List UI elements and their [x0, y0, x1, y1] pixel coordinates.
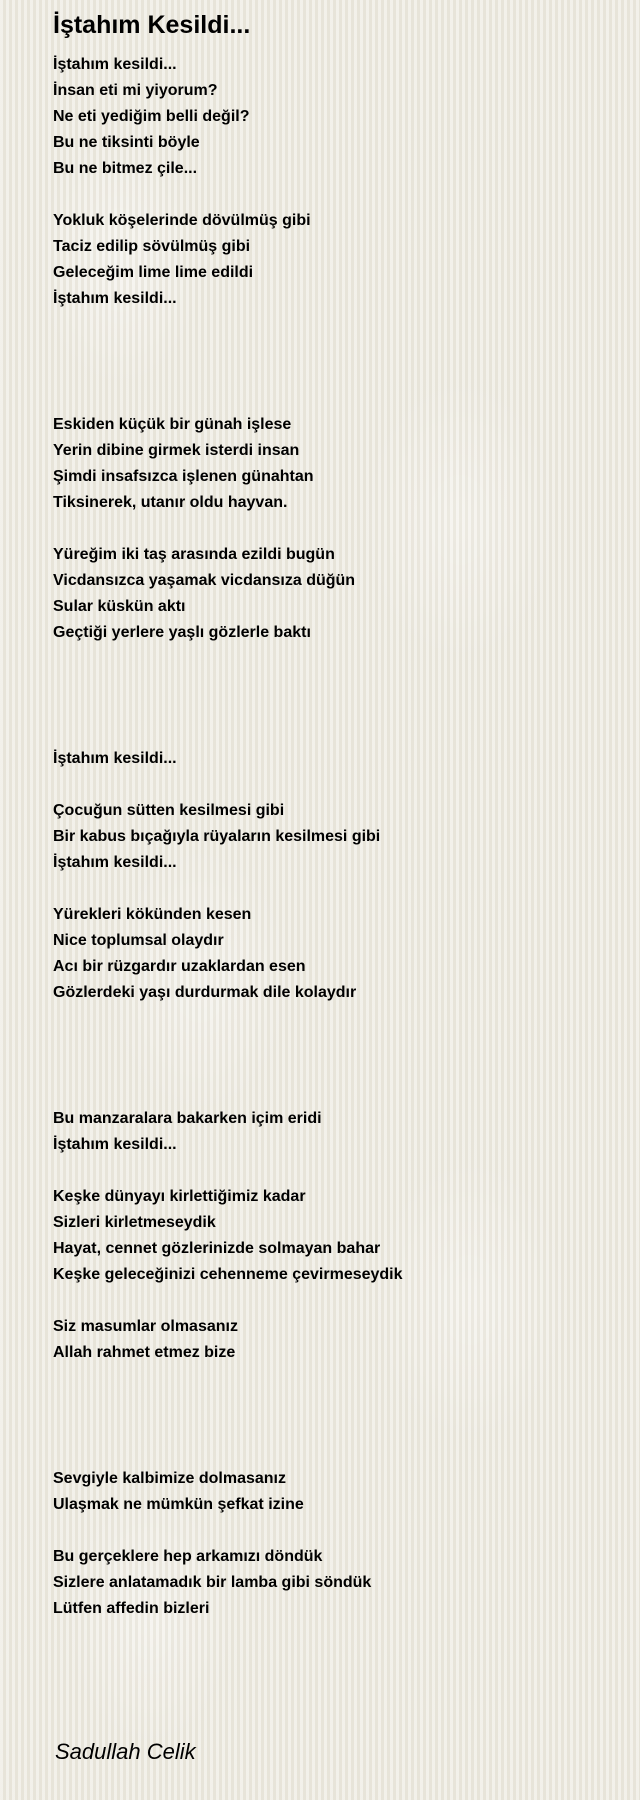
poem-line: Bu ne bitmez çile... — [53, 160, 198, 177]
poem-line: İştahım kesildi... — [53, 750, 177, 767]
stanza — [53, 208, 613, 312]
poem-line: İştahım kesildi... — [53, 56, 177, 73]
stanza — [53, 1184, 613, 1288]
section-gap — [53, 1366, 613, 1466]
stanza — [53, 746, 613, 772]
section-gap — [53, 1006, 613, 1106]
poem-line: İştahım kesildi... — [53, 1136, 177, 1153]
stanza — [53, 1466, 613, 1518]
poem-line: Eskiden küçük bir günah işlese — [53, 416, 292, 433]
poem-line: Siz masumlar olmasanız — [53, 1318, 238, 1335]
stanza — [53, 1314, 613, 1366]
poem-line: Ulaşmak ne mümkün şefkat izine — [53, 1496, 304, 1513]
poem-line: Çocuğun sütten kesilmesi gibi — [53, 802, 285, 819]
poem-line: Bir kabus bıçağıyla rüyaların kesilmesi gibi — [53, 828, 381, 845]
poem-line: Geleceğim lime lime edildi — [53, 264, 254, 281]
poem-body — [53, 52, 613, 1622]
poem-line: Nice toplumsal olaydır — [53, 932, 224, 949]
poem-title: İştahım Kesildi... — [53, 11, 251, 39]
poem-line: Taciz edilip sövülmüş gibi — [53, 238, 251, 255]
stanza-gap — [53, 1518, 613, 1544]
poem-line: Keşke geleceğinizi cehenneme çevirmeseydik — [53, 1266, 403, 1283]
poem-line: Gözlerdeki yaşı durdurmak dile kolaydır — [53, 984, 357, 1001]
stanza-gap — [53, 876, 613, 902]
stanza — [53, 52, 613, 182]
stanza — [53, 412, 613, 516]
poem-line: Yürekleri kökünden kesen — [53, 906, 252, 923]
stanza — [53, 902, 613, 1006]
poem-line: Lütfen affedin bizleri — [53, 1600, 210, 1617]
poem-line: Şimdi insafsızca işlenen günahtan — [53, 468, 314, 485]
poem-line: Yokluk köşelerinde dövülmüş gibi — [53, 212, 311, 229]
poem-line: Bu ne tiksinti böyle — [53, 134, 200, 151]
poem-author: Sadullah Celik — [55, 1739, 196, 1764]
poem-line: Yerin dibine girmek isterdi insan — [53, 442, 300, 459]
poem-line: Sular küskün aktı — [53, 598, 186, 615]
stanza — [53, 1106, 613, 1158]
stanza-gap — [53, 516, 613, 542]
poem-line: Sizlere anlatamadık bir lamba gibi söndük — [53, 1574, 372, 1591]
poem — [53, 10, 613, 1622]
poem-line: Geçtiği yerlere yaşlı gözlerle baktı — [53, 624, 311, 641]
poem-line: Ne eti yediğim belli değil? — [53, 108, 250, 125]
poem-line: Vicdansızca yaşamak vicdansıza düğün — [53, 572, 356, 589]
stanza — [53, 542, 613, 646]
poem-line: Sizleri kirletmeseydik — [53, 1214, 216, 1231]
stanza — [53, 798, 613, 876]
poem-line: İştahım kesildi... — [53, 290, 177, 307]
poem-line: Allah rahmet etmez bize — [53, 1344, 236, 1361]
poem-line: Yüreğim iki taş arasında ezildi bugün — [53, 546, 335, 563]
poem-line: Hayat, cennet gözlerinizde solmayan bahar — [53, 1240, 381, 1257]
stanza-gap — [53, 772, 613, 798]
poem-line: İştahım kesildi... — [53, 854, 177, 871]
stanza — [53, 1544, 613, 1622]
poem-line: Keşke dünyayı kirlettiğimiz kadar — [53, 1188, 306, 1205]
poem-line: Bu manzaralara bakarken içim eridi — [53, 1110, 322, 1127]
stanza-gap — [53, 1288, 613, 1314]
poem-line: Bu gerçeklere hep arkamızı döndük — [53, 1548, 323, 1565]
poem-line: İnsan eti mi yiyorum? — [53, 82, 218, 99]
poem-line: Acı bir rüzgardır uzaklardan esen — [53, 958, 306, 975]
stanza-gap — [53, 1158, 613, 1184]
poem-line: Sevgiyle kalbimize dolmasanız — [53, 1470, 286, 1487]
stanza-gap — [53, 182, 613, 208]
section-gap — [53, 646, 613, 746]
poem-line: Tiksinerek, utanır oldu hayvan. — [53, 494, 288, 511]
section-gap — [53, 312, 613, 412]
